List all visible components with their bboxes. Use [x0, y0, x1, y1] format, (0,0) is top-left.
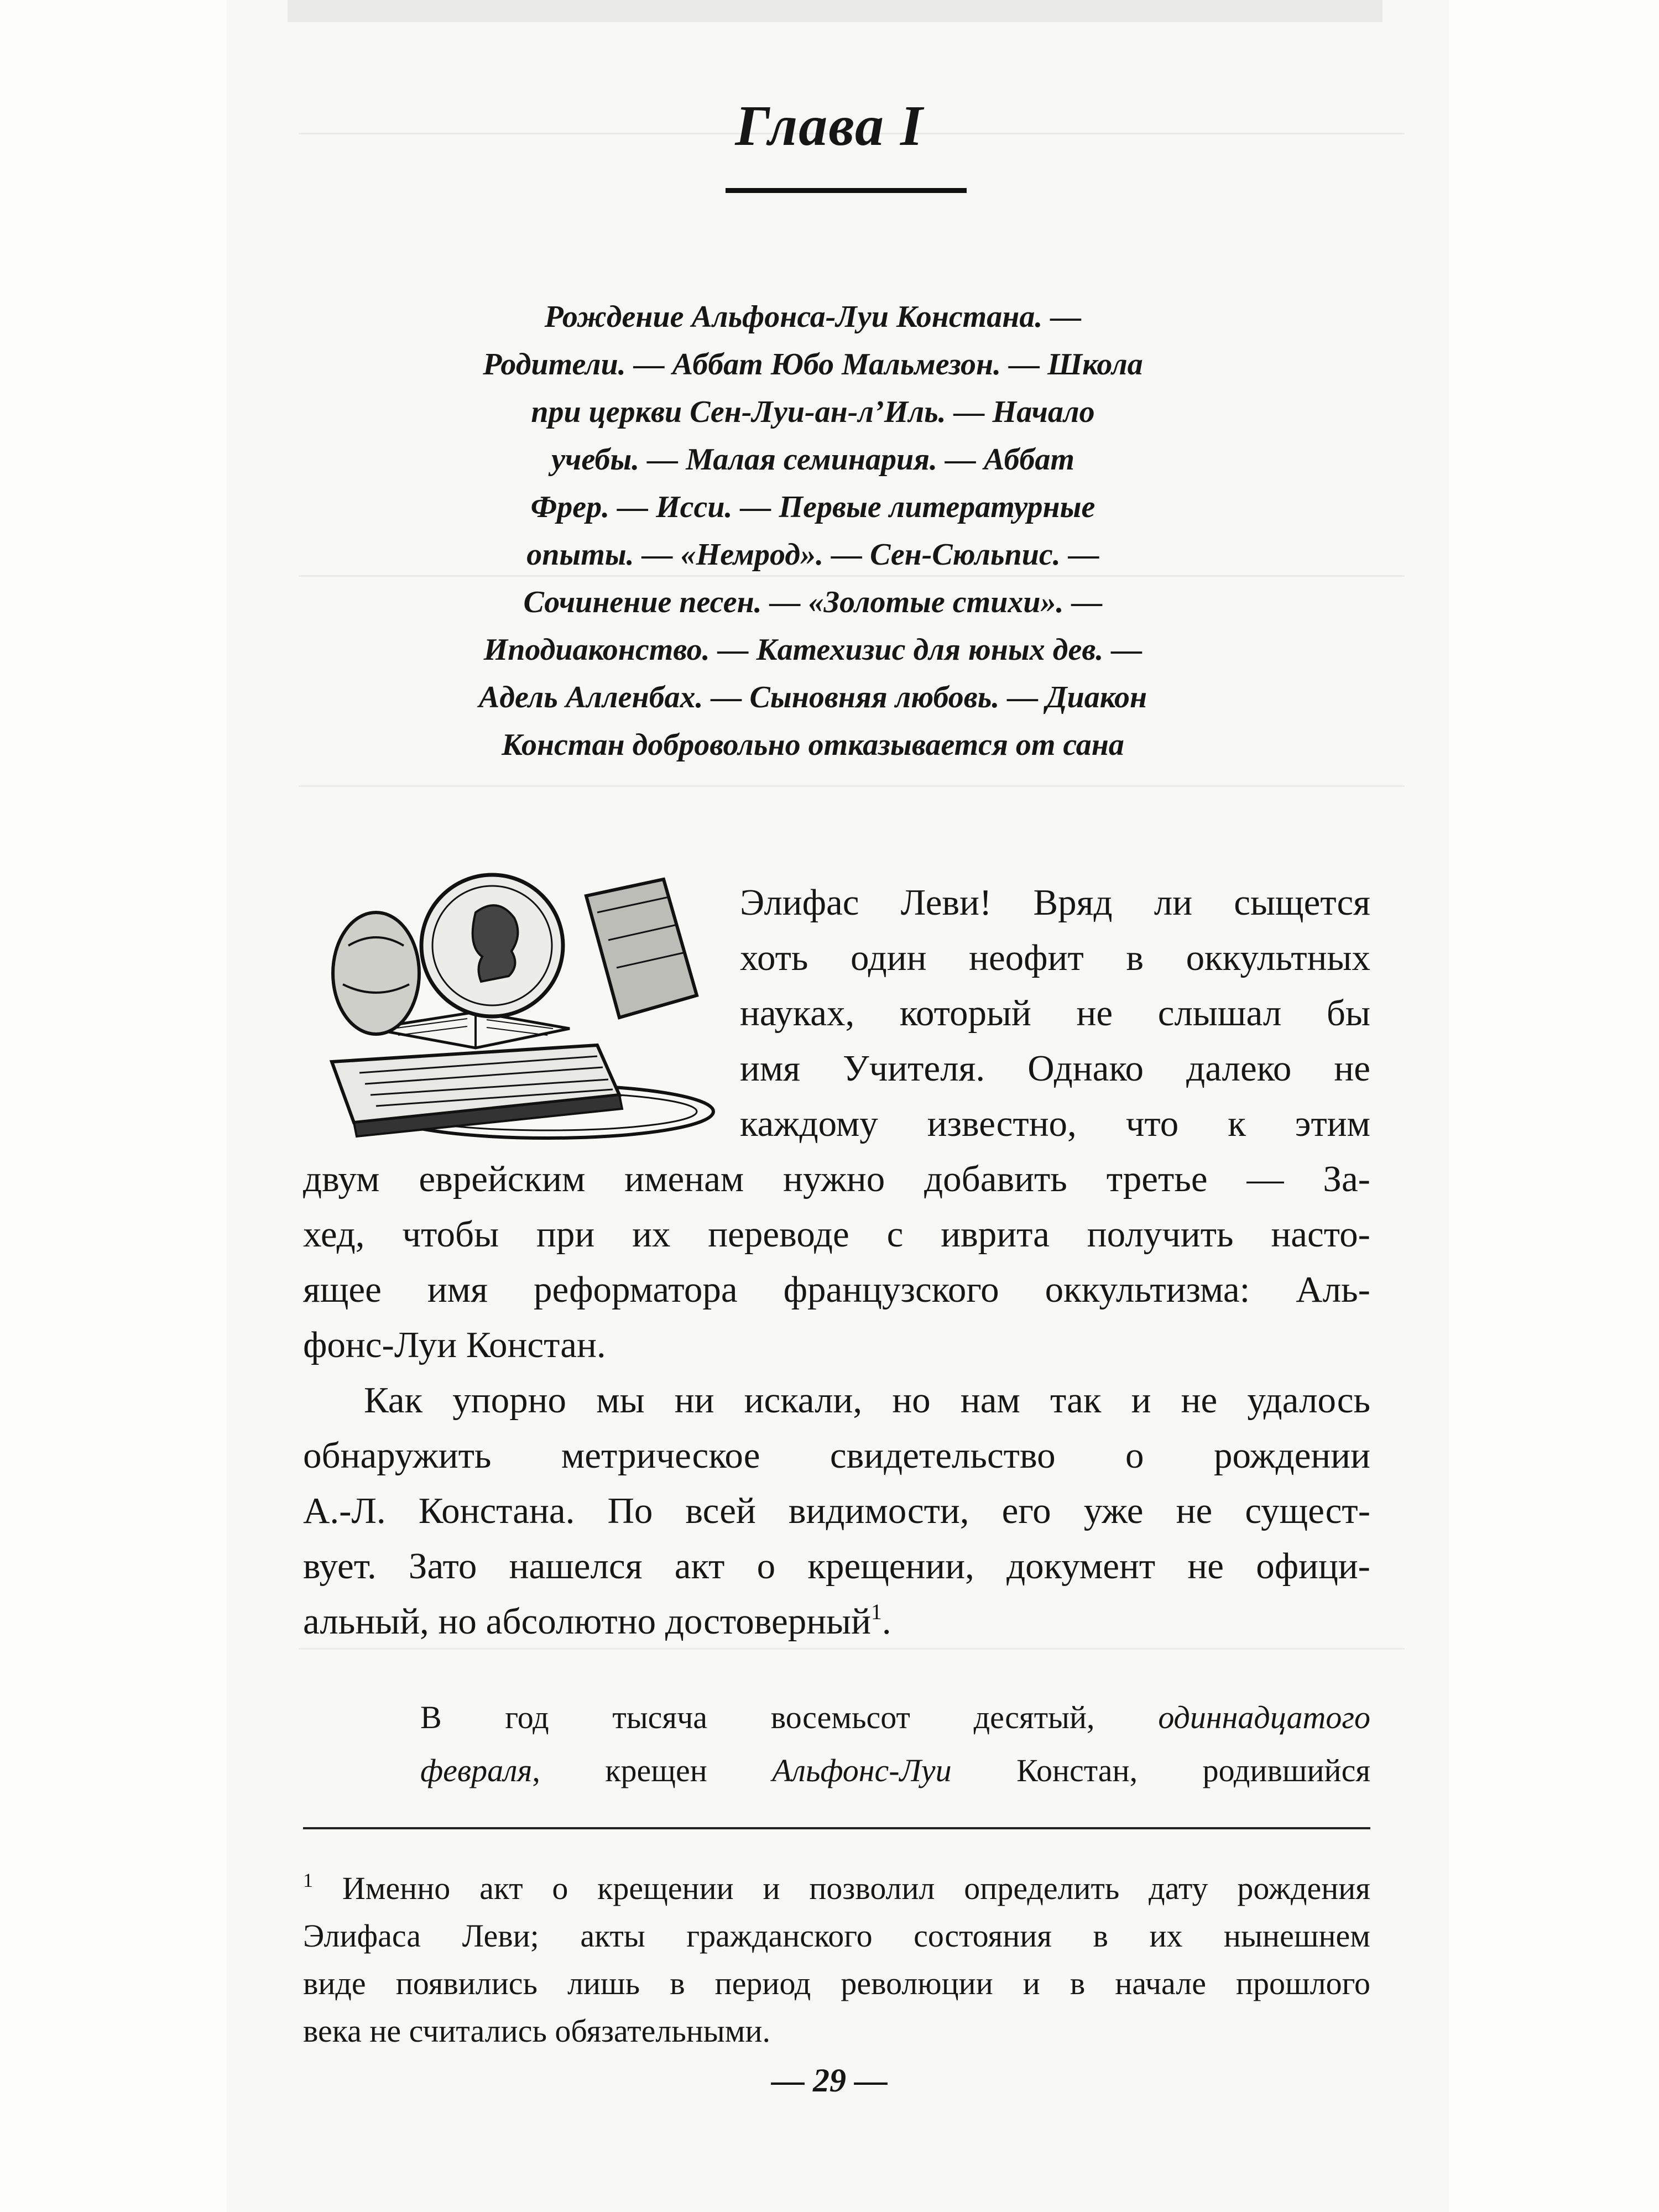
footnote-reference[interactable]: 1 [870, 1599, 882, 1624]
text-line: альный, но абсолютно достоверный$^1$. [303, 1599, 891, 1642]
footnote-text: Именно акт о крещении и позволил определить дату рождения [313, 1870, 1370, 1906]
text-line: А.-Л. Констана. По всей видимости, его уже не сущест- [303, 1490, 1370, 1531]
chapter-title: Глава I [735, 94, 924, 158]
chapter-summary [354, 293, 1272, 769]
quote-italic-text: февраля [420, 1752, 533, 1788]
footnote-line: Элифаса Леви; акты гражданского состояния в их нынешнем [303, 1918, 1370, 1954]
page-number: — 29 — [771, 2062, 888, 2099]
books-and-medallion-engraving-icon [310, 863, 719, 1145]
footnote-mark: 1 [303, 1869, 313, 1891]
quote-text: Констан, родившийся [951, 1752, 1370, 1788]
footnote-line: виде появились лишь в период революции и в начале прошлого [303, 1965, 1370, 2001]
summary-line: Фрер. — Исси. — Первые литературные [530, 490, 1095, 524]
intro-wrapped-text [740, 875, 1370, 1151]
summary-line: при церкви Сен-Луи-ан-л’Иль. — Начало [531, 395, 1095, 429]
summary-line: Родители. — Аббат Юбо Мальмезон. — Школа [483, 347, 1143, 382]
summary-line: Иподиаконство. — Катехизис для юных дев. — [483, 633, 1142, 667]
quote-text: В год тысяча восемьсот десятый, [420, 1699, 1159, 1735]
quote-italic-text: Альфонс-Луи [772, 1752, 952, 1788]
summary-line: учебы. — Малая семинария. — Аббат [551, 442, 1074, 477]
quote-line [420, 1691, 1370, 1744]
summary-line: Констан добровольно отказывается от сана [502, 728, 1124, 762]
quote-line [420, 1744, 1370, 1797]
quote-text: , крещен [532, 1752, 773, 1788]
text-line: Как упорно мы ни искали, но нам так и не удалось [364, 1380, 1370, 1421]
title-underline [726, 188, 967, 193]
footnote-separator [303, 1827, 1370, 1829]
show-through-line [299, 785, 1405, 787]
text-line: обнаружить метрическое свидетельство о рождении [303, 1435, 1370, 1476]
text-line: двум еврейским именам нужно добавить третье — За- [303, 1159, 1370, 1199]
text-line: ящее имя реформатора французского оккультизма: Аль- [303, 1269, 1370, 1310]
text-fragment: альный, но абсолютно достоверный [303, 1601, 871, 1642]
text-line: фонс-Луи Констан. [303, 1324, 606, 1365]
summary-line: Сочинение песен. — «Золотые стихи». — [523, 585, 1103, 619]
text-line: каждому известно, что к этим [740, 1103, 1370, 1144]
body-text [303, 1151, 1370, 1649]
summary-line: Адель Алленбах. — Сыновняя любовь. — Диакон [478, 680, 1147, 714]
text-line: хоть один неофит в оккультных [740, 937, 1370, 978]
footnote [303, 1865, 1370, 2055]
footnote-line: века не считались обязательными. [303, 2013, 771, 2049]
text-line: науках, который не слышал бы [740, 993, 1370, 1034]
summary-line: Рождение Альфонса-Луи Констана. — [544, 300, 1082, 334]
text-line: вует. Зато нашелся акт о крещении, документ не офици- [303, 1546, 1370, 1587]
running-header-remnant [288, 0, 1383, 22]
baptism-record-quote [420, 1691, 1370, 1797]
text-line: имя Учителя. Однако далеко не [740, 1048, 1370, 1089]
text-line: Элифас Леви! Вряд ли сыщется [740, 882, 1370, 923]
text-line: хед, чтобы при их переводе с иврита получить насто- [303, 1214, 1370, 1255]
quote-italic-text: одиннадцатого [1158, 1699, 1370, 1735]
footnote-line [303, 1865, 1370, 1912]
summary-line: опыты. — «Немрод». — Сен-Сюльпис. — [526, 538, 1099, 572]
